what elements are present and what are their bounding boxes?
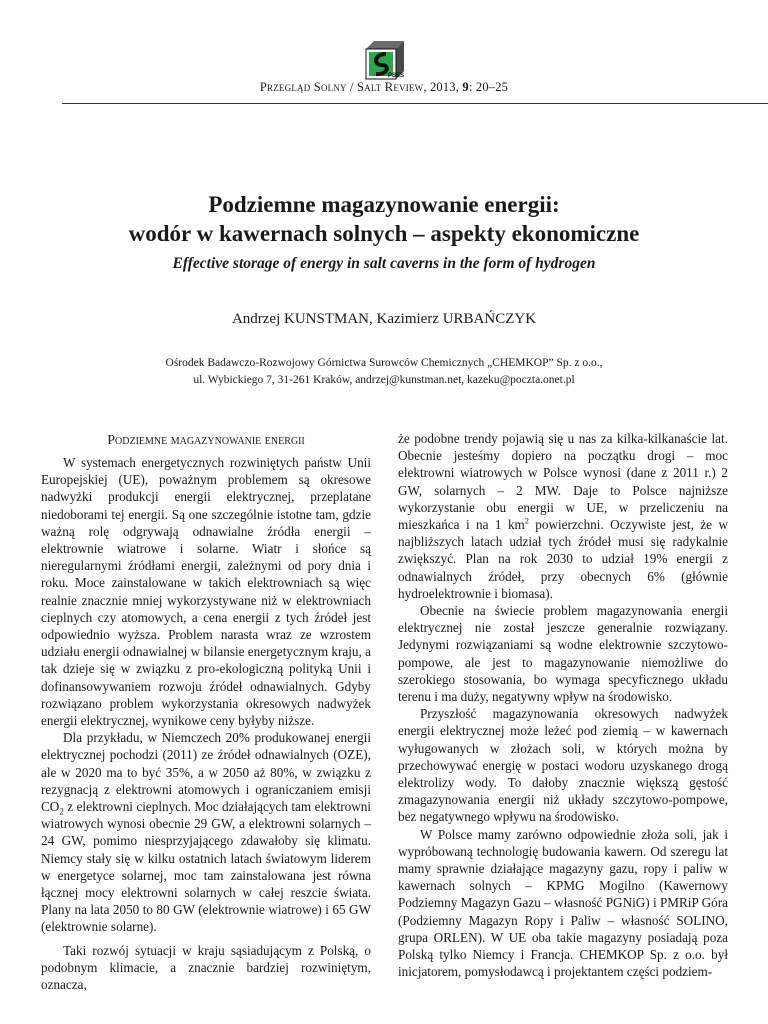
left-column bbox=[41, 430, 371, 993]
title-english: Effective storage of energy in salt caverns in the form of hydrogen bbox=[172, 255, 596, 272]
paragraph: Obecnie na świecie problem magazynowania energii elektrycznej nie został jeszcze generalnie rozwiązany. Jedynymi rozwiązaniami są wodne elektrownie szczytowo-pompowe, ale jest to magazynowanie niemożliwe do szerokiego stosowania, bo wymaga specyficznego układu terenu i ma duży, negatywny wpływ na środowisko. bbox=[398, 603, 728, 705]
paragraph: W systemach energetycznych rozwiniętych państw Unii Europejskiej (UE), poważnym problemem są okresowe nadwyżki produkcji energii elektrycznej, przeplatane niedoborami tej energii. Są one szczególnie istotne tam, gdzie ważną rolę odgrywają odnawialne źródła energii – elektrownie wiatrowe i solarne. Wiatr i słońce są nieregularnymi źródłami energii, zależnymi od pory dnia i roku. Moce zainstalowane w takich elektrowniach są więc realnie znacznie mniej wykorzystywane niż w elektrowniach cieplnych czy atomowych, a cena energii z tych źródeł jest odpowiednio wyższa. Problem narasta wraz ze wzrostem udziału energii odnawialnej w bilansie energetycznym kraju, a tak dzieje się w związku z pro-ekologiczną polityką Unii i dofinansowywaniem rozwoju źródeł odnawialnych. Gdyby rozwiązano problem wykorzystania okresowych nadwyżek energii elektrycznej, wynikowe ceny byłyby niższe. bbox=[41, 455, 371, 729]
journal-separator: / bbox=[346, 80, 358, 94]
paragraph-text: z elektrowni cieplnych. Moc działających tam elektrowni wiatrowych wynosi obecnie 29 GW, a elektrowni solarnych – 24 GW, pomimo niesprzyjającego zdawałoby się klimatu. Niemcy stały się w kilku ostatnich latach światowym liderem w energetyce solarnej, moc tam zainstalowana jest równa łącznej mocy elektrowni solarnych w całej reszcie świata. Plany na lata 2050 to 80 GW (elektrownie wiatrowe) i 65 GW (elektrownie solarne). bbox=[41, 799, 371, 935]
journal-name-en: Salt Review bbox=[357, 80, 424, 94]
right-column bbox=[398, 430, 728, 981]
paragraph-text: że podobne trendy pojawią się u nas za kilka-kilkanaście lat. Obecnie jesteśmy dopiero na początku drogi – moc elektrowni wiatrowych w Polsce wynosi (dane z 2011 r.) 2 GW, solarnych – 2 MW. Daje to Polsce najniższe wykorzystanie obu energii w UE, w przeliczeniu na mieszkańca i na 1 km bbox=[398, 431, 728, 533]
subscript: 2 bbox=[59, 806, 64, 817]
superscript: 2 bbox=[524, 516, 529, 526]
paragraph: Przyszłość magazynowania okresowych nadwyżek energii elektrycznej może leżeć pod ziemią – w kawernach wyługowanych w złożach soli, w których można by przechowywać energię w postaci wodoru uzyskanego drogą elektrolizy wody. To dałoby znacznie większą gęstość zmagazynowania energii niż układy szczytowo-pompowe, bez negatywnego wpływu na środowisko. bbox=[398, 706, 728, 825]
authors: Andrzej KUNSTMAN, Kazimierz URBAŃCZYK bbox=[231, 311, 537, 327]
journal-volume: 9 bbox=[462, 80, 469, 94]
paragraph: Taki rozwój sytuacji w kraju sąsiadującym z Polską, o podobnym klimacie, a znacznie bardziej rozwiniętym, oznacza, bbox=[41, 942, 371, 993]
title-line-2: wodór w kawernach solnych – aspekty ekonomiczne bbox=[128, 221, 640, 246]
paragraph bbox=[398, 430, 728, 602]
running-head bbox=[0, 80, 768, 95]
paragraph: W Polsce mamy zarówno odpowiednie złoża soli, jak i wypróbowaną technologię budowania kawern. Od szeregu lat mamy sprawnie działające magazyny gazu, ropy i paliw w kawernach solnych – KPMG Mogilno (Kawernowy Podziemny Magazyn Gazu – własność PGNiG) i PMRiP Góra (Podziemny Magazyn Ropy i Paliw – własność SOLINO, grupa ORLEN). W UE oba takie magazyny posiadają poza Polską tylko Niemcy i Francja. CHEMKOP Sp. z o.o. był inicjatorem, pomysłodawcą i projektantem części podziem- bbox=[398, 826, 728, 980]
affiliation-line-1: Ośrodek Badawczo-Rozwojowy Górnictwa Surowców Chemicznych „CHEMKOP” Sp. z o.o., bbox=[165, 357, 603, 369]
journal-logo bbox=[360, 35, 410, 85]
paragraph bbox=[41, 729, 371, 935]
svg-text:PSSS: PSSS bbox=[388, 73, 405, 79]
journal-year: , 2013, bbox=[423, 80, 463, 94]
section-heading: Podziemne magazynowanie energii bbox=[107, 433, 305, 448]
paragraph-text: Dla przykładu, w Niemczech 20% produkowanej energii elektrycznej pochodzi (2011) ze źródeł odnawialnych (OZE), ale w 2020 ma to być 35%, a w 2050 aż 80%, w związku z rezygnacją z elektrowni atomowych i ograniczaniem emisji CO bbox=[41, 730, 371, 815]
paragraph-text: powierzchni. Oczywiste jest, że w najbliższych latach udział tych źródeł musi się radykalnie zwiększyć. Plan na rok 2030 to udział 19% energii z odnawialnych źródeł, przy obecnych 6% (głównie hydroelektrownie i biomasa). bbox=[398, 517, 728, 601]
header-rule bbox=[62, 103, 768, 104]
journal-pages: : 20–25 bbox=[468, 80, 509, 94]
title-line-1: Podziemne magazynowanie energii: bbox=[208, 192, 560, 217]
affiliation-line-2: ul. Wybickiego 7, 31-261 Kraków, andrzej@kunstman.net, kazeku@poczta.onet.pl bbox=[193, 374, 575, 386]
journal-name-pl: Przegląd Solny bbox=[259, 80, 347, 94]
